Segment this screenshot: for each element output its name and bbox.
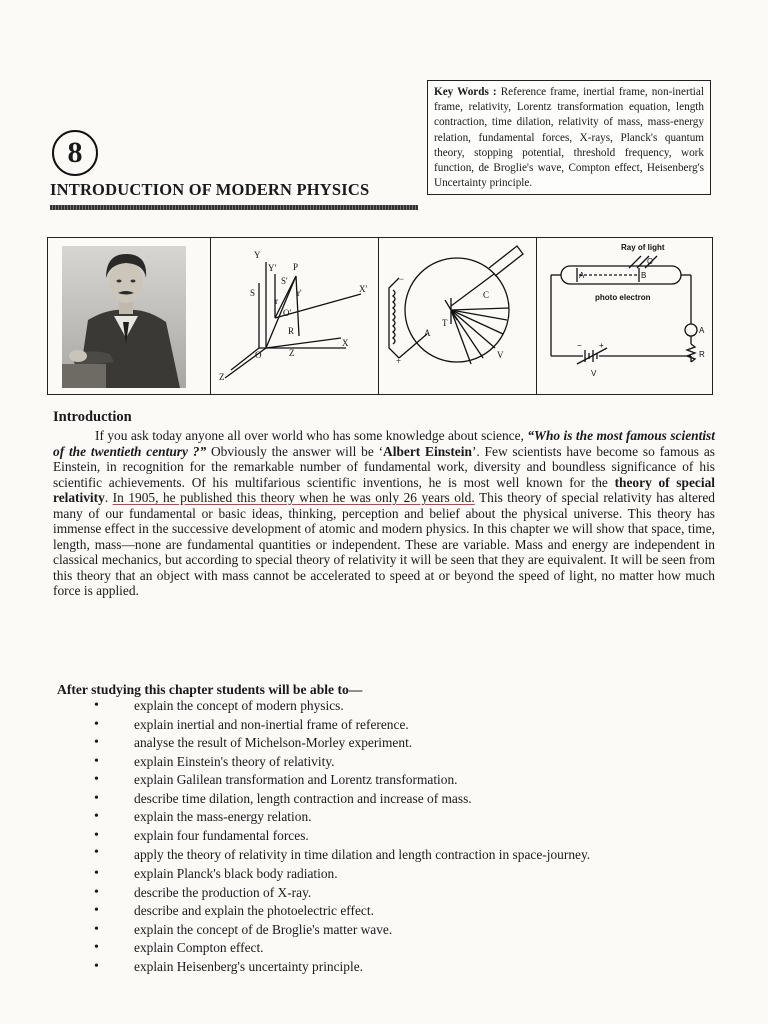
objective-item: • explain Einstein's theory of relativity. (94, 753, 718, 772)
photo-label-R: R (699, 350, 705, 359)
objective-item: • explain four fundamental forces. (94, 827, 718, 846)
objective-item: • explain the mass-energy relation. (94, 808, 718, 827)
label-O-prime: O' (283, 308, 292, 318)
photo-label-C: C (647, 257, 653, 266)
label-X: X (342, 338, 349, 348)
chapter-number: 8 (52, 130, 98, 176)
label-X-prime: X' (359, 284, 368, 294)
xray-tube-diagram (379, 238, 537, 394)
label-O: O (255, 350, 262, 360)
intro-text-b: Obviously the answer will be ‘ (206, 443, 384, 459)
xray-label-C: C (483, 290, 490, 300)
objective-item: • explain Planck's black body radiation. (94, 865, 718, 884)
figure-strip (47, 237, 713, 395)
objective-item: • explain Galilean transformation and Lorentz transformation. (94, 771, 718, 790)
photo-label-V: V (591, 369, 597, 378)
objective-item: • explain Compton effect. (94, 939, 718, 958)
objective-item: • describe the production of X-ray. (94, 884, 718, 903)
xray-label-T: T (442, 318, 448, 328)
objective-item: • describe time dilation, length contraction and increase of mass. (94, 790, 718, 809)
intro-theory: theory of special relativity (53, 474, 715, 505)
intro-text-d: . (104, 490, 113, 505)
key-words-box (427, 80, 711, 195)
photo-label-plus: + (599, 341, 604, 350)
intro-text-e: This theory of special relativity has altered many of our fundamental or basic ideas, thinking, perception and belief about the physical universe. This theory has immense effect in the successive development of atomic and modern physics. In this chapter we will show that space, time, length, mass—none are fundamental quantities or independent. These are variable. Mass and energy are independent in classical mechanics, but according to special theory of relativity it will be seen that they are equivalent. It will be seen from this theory that an object with mass cannot be accelerated to speed at or beyond the speed of light, no matter how much force is applied. (53, 490, 715, 598)
reference-frames-diagram (211, 238, 379, 394)
photoelectric-circuit-diagram (537, 238, 711, 394)
photo-label-minus: − (577, 341, 582, 350)
xray-label-plus: + (396, 356, 402, 366)
title-underline-rule (50, 205, 418, 210)
label-Y-prime: Y' (268, 263, 277, 273)
objectives-list (94, 697, 718, 976)
photo-label-B: B (641, 271, 647, 280)
xray-label-minus: − (399, 274, 405, 284)
photo-label-ammeter: A (699, 326, 705, 335)
objective-item: • explain the concept of modern physics. (94, 697, 718, 716)
introduction-heading: Introduction (53, 409, 132, 425)
photo-label-electron: photo electron (595, 293, 651, 302)
objectives-heading: After studying this chapter students will be able to— (57, 682, 363, 697)
key-words-label: Key Words : (434, 86, 497, 98)
photo-label-ray: Ray of light (621, 243, 665, 252)
objective-item: • explain the concept of de Broglie's matter wave. (94, 921, 718, 940)
chapter-title: INTRODUCTION OF MODERN PHYSICS (50, 180, 370, 199)
einstein-portrait (48, 238, 211, 394)
xray-label-V: V (497, 350, 504, 360)
label-Y: Y (254, 250, 261, 260)
label-S: S (250, 288, 256, 298)
intro-underlined-sentence: In 1905, he published this theory when he was only 26 years old. (112, 490, 475, 505)
photo-label-A: A (579, 271, 585, 280)
objective-item: • explain inertial and non-inertial frame of reference. (94, 716, 718, 735)
objective-item: • analyse the result of Michelson-Morley experiment. (94, 734, 718, 753)
label-R: R (288, 326, 295, 336)
objective-item: • apply the theory of relativity in time dilation and length contraction in space-journey. (94, 845, 718, 865)
label-r-prime: r' (297, 288, 302, 298)
label-r: r (275, 296, 278, 306)
objective-item: • describe and explain the photoelectric effect. (94, 902, 718, 921)
xray-label-A: A (424, 328, 431, 338)
label-S-prime: S' (281, 276, 288, 286)
introduction-paragraph (53, 428, 715, 599)
key-words-text: Reference frame, inertial frame, non-inertial frame, relativity, Lorentz transformation equation, length contraction, time dilation, relativity of mass, mass-energy relation, fundamental forces, X-rays, Planck's quantum theory, stopping potential, threshold frequency, work function, de Broglie's wave, Compton effect, Heisenberg's Uncertainty principle. (434, 86, 704, 190)
label-P: P (293, 262, 299, 272)
label-Z-outer: Z (219, 372, 225, 382)
intro-text-a: If you ask today anyone all over world who has some knowledge about science, (95, 428, 528, 443)
label-Z: Z (289, 348, 295, 358)
intro-name: Albert Einstein (383, 443, 472, 459)
objective-item: • explain Heisenberg's uncertainty principle. (94, 958, 718, 977)
intro-text-c: ’. Few scientists have become so famous as Einstein, in recognition for the remarkable number of fundamental work, diversity and boundless significance of his scientific achievements. Of his multifarious scientific inventions, he is most well known for the (53, 443, 715, 490)
intro-quote: “Who is the most famous scientist of the twentieth century ?” (53, 428, 715, 459)
